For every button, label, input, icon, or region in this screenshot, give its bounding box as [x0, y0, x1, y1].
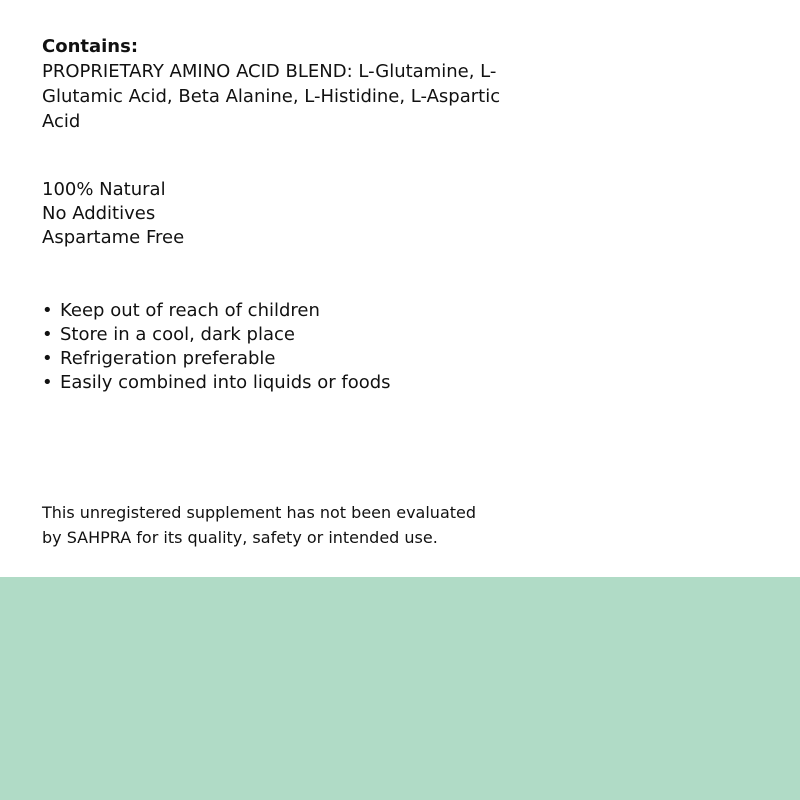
disclaimer-text — [42, 500, 562, 550]
bullet-text: Store in a cool, dark place — [60, 324, 295, 345]
bullet-item — [42, 347, 391, 371]
footer-color-band — [0, 577, 800, 800]
ingredients-text: PROPRIETARY AMINO ACID BLEND: L-Glutamine, L-Glutamic Acid, Beta Alanine, L-Histidine, L-Aspartic Acid — [42, 61, 501, 132]
bullet-text: Easily combined into liquids or foods — [60, 372, 391, 393]
bullet-item — [42, 299, 391, 323]
bullet-dot-icon: • — [42, 372, 53, 393]
disclaimer-line-2: by SAHPRA for its quality, safety or intended use. — [42, 528, 438, 547]
bullet-dot-icon: • — [42, 348, 53, 369]
bullet-text: Keep out of reach of children — [60, 300, 320, 321]
contains-section — [42, 34, 742, 134]
claim-item: 100% Natural — [42, 179, 166, 200]
claim-item: No Additives — [42, 203, 156, 224]
usage-bullets-list — [42, 299, 391, 395]
bullet-item — [42, 371, 391, 395]
contains-heading: Contains: — [42, 36, 139, 57]
bullet-dot-icon: • — [42, 300, 53, 321]
claim-item: Aspartame Free — [42, 227, 185, 248]
bullet-text: Refrigeration preferable — [60, 348, 276, 369]
disclaimer-line-1: This unregistered supplement has not been evaluated — [42, 503, 477, 522]
claims-list — [42, 178, 184, 250]
bullet-item — [42, 323, 391, 347]
bullet-dot-icon: • — [42, 324, 53, 345]
